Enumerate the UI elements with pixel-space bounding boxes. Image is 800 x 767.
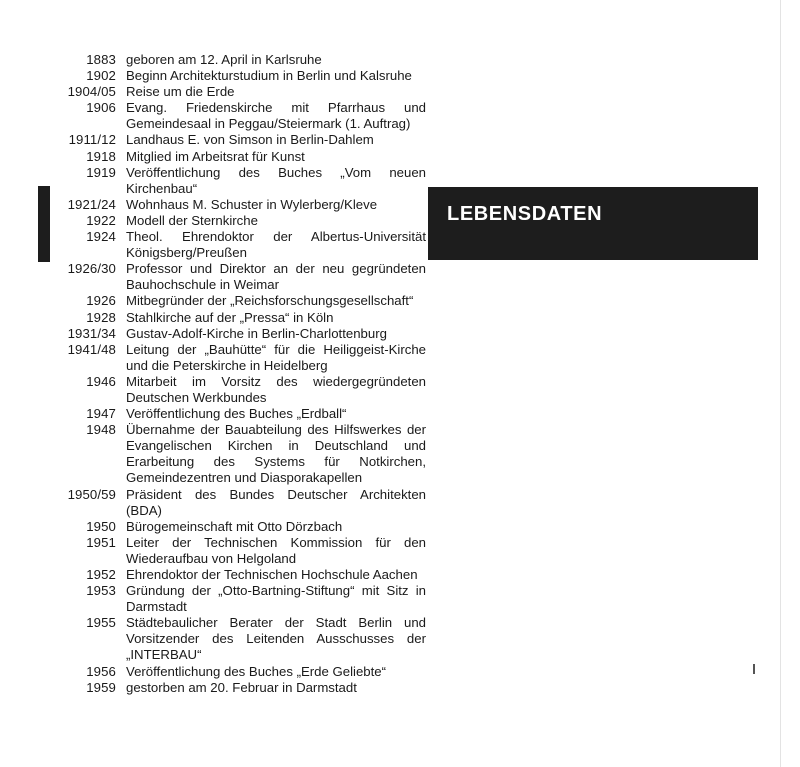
timeline-entry — [0, 149, 430, 165]
entry-year: 1919 — [86, 164, 116, 180]
timeline-entry — [0, 229, 430, 261]
entry-year: 1941/48 — [67, 341, 116, 357]
entry-text: Beginn Architekturstudium in Berlin und Kalsruhe — [126, 68, 412, 84]
timeline-entry — [0, 680, 430, 696]
entry-text: Gustav-Adolf-Kirche in Berlin-Charlottenburg — [126, 325, 387, 341]
entry-text: Übernahme der Bauabteilung des Hilfswerkes der Evangelischen Kirchen in Deutschland und Erarbeitung des Systems für Notkirchen, Gemeindezentren und Diasporakapellen — [126, 422, 426, 486]
entry-year: 1951 — [86, 534, 116, 550]
heading-band — [428, 187, 758, 260]
entry-year: 1928 — [86, 309, 116, 325]
entry-year: 1926 — [86, 293, 116, 309]
entry-year: 1950/59 — [67, 486, 116, 502]
entry-text: Präsident des Bundes Deutscher Architekten (BDA) — [126, 486, 426, 518]
entry-year: 1921/24 — [67, 196, 116, 212]
entry-year: 1931/34 — [67, 325, 116, 341]
entry-text: Modell der Sternkirche — [126, 212, 258, 228]
entry-text: Reise um die Erde — [126, 84, 235, 100]
entry-text: Bürogemeinschaft mit Otto Dörzbach — [126, 518, 343, 534]
entry-text: geboren am 12. April in Karlsruhe — [126, 52, 322, 67]
entry-text: Leitung der „Bauhütte“ für die Heiliggeist-Kirche und die Peterskirche in Heidelberg — [126, 341, 426, 373]
timeline-entry — [0, 374, 430, 406]
edge-mark — [753, 664, 755, 674]
entry-year: 1918 — [86, 148, 116, 164]
entry-text: Professor und Direktor an der neu gegründeten Bauhochschule in Weimar — [126, 261, 426, 293]
entry-year: 1906 — [86, 100, 116, 116]
entry-year: 1922 — [86, 212, 116, 228]
timeline-entry — [0, 422, 430, 486]
timeline-entry — [0, 213, 430, 229]
entry-year: 1904/05 — [67, 84, 116, 100]
entry-year: 1946 — [86, 373, 116, 389]
timeline-entry — [0, 664, 430, 680]
entry-text: Theol. Ehrendoktor der Albertus-Universität Königsberg/Preußen — [126, 229, 426, 261]
timeline-entry — [0, 342, 430, 374]
timeline-entry — [0, 261, 430, 293]
timeline-list — [0, 52, 430, 696]
entry-year: 1924 — [86, 229, 116, 245]
entry-year: 1947 — [86, 406, 116, 422]
timeline-entry — [0, 68, 430, 84]
entry-text: Städtebaulicher Berater der Stadt Berlin und Vorsitzender des Leitenden Ausschusses der „INTERBAU“ — [126, 615, 426, 663]
entry-text: Leiter der Technischen Kommission für den Wiederaufbau von Helgoland — [126, 534, 426, 566]
page-title: LEBENSDATEN — [447, 203, 603, 225]
entry-year: 1902 — [86, 68, 116, 84]
timeline-entry — [0, 293, 430, 309]
timeline-entry — [0, 165, 430, 197]
entry-text: Veröffentlichung des Buches „Vom neuen Kirchenbau“ — [126, 164, 426, 196]
timeline-entry — [0, 310, 430, 326]
page-edge-line — [780, 0, 781, 767]
timeline-entry — [0, 519, 430, 535]
entry-year: 1952 — [86, 567, 116, 582]
timeline-entry — [0, 100, 430, 132]
timeline-entry — [0, 487, 430, 519]
entry-text: Landhaus E. von Simson in Berlin-Dahlem — [126, 132, 374, 148]
entry-year: 1956 — [86, 663, 116, 679]
entry-year: 1959 — [86, 679, 116, 695]
timeline-entry — [0, 84, 430, 100]
timeline-entry — [0, 615, 430, 663]
entry-text: Stahlkirche auf der „Pressa“ in Köln — [126, 309, 334, 325]
timeline-entry — [0, 567, 430, 583]
entry-text: gestorben am 20. Februar in Darmstadt — [126, 679, 357, 695]
entry-text: Mitbegründer der „Reichsforschungsgesellschaft“ — [126, 293, 414, 309]
timeline-entry — [0, 583, 430, 615]
entry-year: 1883 — [86, 52, 116, 67]
entry-text: Ehrendoktor der Technischen Hochschule Aachen — [126, 567, 418, 582]
entry-year: 1911/12 — [68, 132, 116, 148]
entry-year: 1950 — [86, 518, 116, 534]
entry-text: Veröffentlichung des Buches „Erdball“ — [126, 406, 347, 422]
entry-year: 1948 — [86, 422, 116, 438]
entry-text: Wohnhaus M. Schuster in Wylerberg/Kleve — [126, 196, 378, 212]
timeline-entry — [0, 52, 430, 68]
entry-year: 1955 — [86, 615, 116, 631]
entry-text: Mitarbeit im Vorsitz des wiedergegründeten Deutschen Werkbundes — [126, 373, 426, 405]
timeline-entry — [0, 132, 430, 148]
timeline-entry — [0, 326, 430, 342]
entry-year: 1953 — [86, 583, 116, 599]
entry-text: Mitglied im Arbeitsrat für Kunst — [126, 148, 305, 164]
timeline-entry — [0, 535, 430, 567]
entry-text: Evang. Friedenskirche mit Pfarrhaus und Gemeindesaal in Peggau/Steiermark (1. Auftrag) — [126, 100, 426, 132]
timeline-entry — [0, 406, 430, 422]
entry-text: Gründung der „Otto-Bartning-Stiftung“ mit Sitz in Darmstadt — [126, 583, 426, 615]
entry-text: Veröffentlichung des Buches „Erde Geliebte“ — [126, 663, 387, 679]
timeline-entry — [0, 197, 430, 213]
entry-year: 1926/30 — [67, 261, 116, 277]
